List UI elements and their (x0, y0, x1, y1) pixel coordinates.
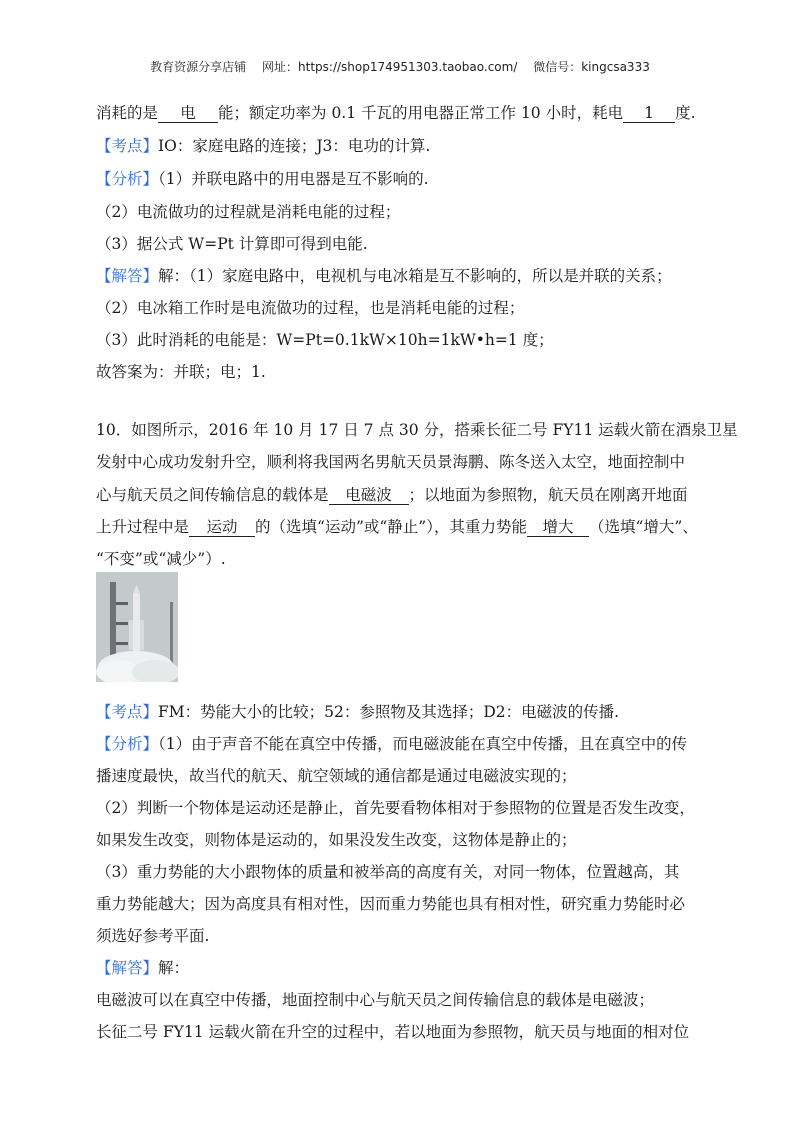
q9-answer: 故答案为：并联；电；1. (96, 363, 266, 381)
q10-fenxi-5: （3）重力势能的大小跟物体的质量和被举高的高度有关，对同一物体，位置越高，其 (96, 863, 680, 881)
jieda-tag: 【解答】 (96, 267, 159, 285)
q10-blank-1: 电磁波 (329, 486, 409, 505)
q9-jieda-2: （2）电冰箱工作时是电流做功的过程，也是消耗电能的过程； (96, 299, 525, 317)
kaodian-tag: 【考点】 (96, 137, 159, 155)
q9-fenxi: 【分析】（1）并联电路中的用电器是互不影响的. (96, 170, 429, 188)
q9-jieda: 【解答】解：（1）家庭电路中，电视机与电冰箱是互不影响的，所以是并联的关系； (96, 267, 672, 285)
q10-fenxi: 【分析】（1）由于声音不能在真空中传播，而电磁波能在真空中传播，且在真空中的传 (96, 735, 688, 753)
q9-line1: 消耗的是 电 能；额定功率为 0.1 千瓦的用电器正常工作 10 小时，耗电 1 度. (96, 104, 696, 122)
kaodian-tag: 【考点】 (96, 703, 159, 721)
jieda-tag: 【解答】 (96, 959, 159, 977)
q9-kaodian: 【考点】IO：家庭电路的连接；J3：电功的计算. (96, 137, 431, 155)
q10-fenxi-3: （2）判断一个物体是运动还是静止，首先要看物体相对于参照物的位置是否发生改变， (96, 799, 695, 817)
q10-blank-2: 运动 (189, 518, 255, 537)
q10-stem-2: 发射中心成功发射升空，顺利将我国两名男航天员景海鹏、陈冬送入太空，地面控制中 (96, 453, 686, 471)
q9-blank-1: 电 (158, 104, 218, 123)
q10-fenxi-4: 如果发生改变，则物体是运动的，如果没发生改变，这物体是静止的； (96, 831, 577, 849)
shop-name: 教育资源分享店铺 (150, 60, 247, 74)
q9-blank-2: 1 (623, 104, 675, 123)
q10-stem-1: 10．如图所示，2016 年 10 月 17 日 7 点 30 分，搭乘长征二号 FY11 运载火箭在酒泉卫星 (96, 421, 738, 439)
q9-fenxi-2: （2）电流做功的过程就是消耗电能的过程； (96, 203, 401, 221)
q10-jieda-2: 长征二号 FY11 运载火箭在升空的过程中，若以地面为参照物，航天员与地面的相对位 (96, 1023, 690, 1041)
fenxi-tag: 【分析】 (96, 735, 159, 753)
q10-stem-4: 上升过程中是 运动 的（选填“运动”或“静止”），其重力势能 增大 （选填“增大”、 (96, 518, 698, 536)
q9-fenxi-3: （3）据公式 W=Pt 计算即可得到电能. (96, 235, 368, 253)
q10-stem-3: 心与航天员之间传输信息的载体是 电磁波 ；以地面为参照物，航天员在刚离开地面 (96, 486, 688, 504)
q10-blank-3: 增大 (527, 518, 589, 537)
q10-kaodian: 【考点】FM：势能大小的比较；52：参照物及其选择；D2：电磁波的传播. (96, 703, 620, 721)
q9-jieda-3: （3）此时消耗的电能是：W=Pt=0.1kW×10h=1kW•h=1 度； (96, 331, 554, 349)
q10-fenxi-7: 须选好参考平面. (96, 927, 210, 945)
rocket-launch-image (96, 572, 178, 682)
q10-stem-5: “不变”或“减少”）. (96, 550, 226, 568)
fenxi-tag: 【分析】 (96, 170, 159, 188)
q10-jieda-1: 电磁波可以在真空中传播，地面控制中心与航天员之间传输信息的载体是电磁波； (96, 991, 655, 1009)
rocket-launch-illustration (96, 572, 178, 682)
shop-url[interactable]: 网址：https://shop174951303.taobao.com/ (262, 60, 518, 74)
q10-jieda: 【解答】解： (96, 959, 190, 977)
wechat-id: 微信号：kingcsa333 (533, 60, 650, 74)
q10-fenxi-6: 重力势能越大；因为高度具有相对性，因而重力势能也具有相对性，研究重力势能时必 (96, 895, 686, 913)
q10-fenxi-2: 播速度最快，故当代的航天、航空领域的通信都是通过电磁波实现的； (96, 767, 577, 785)
page-header (0, 58, 800, 75)
